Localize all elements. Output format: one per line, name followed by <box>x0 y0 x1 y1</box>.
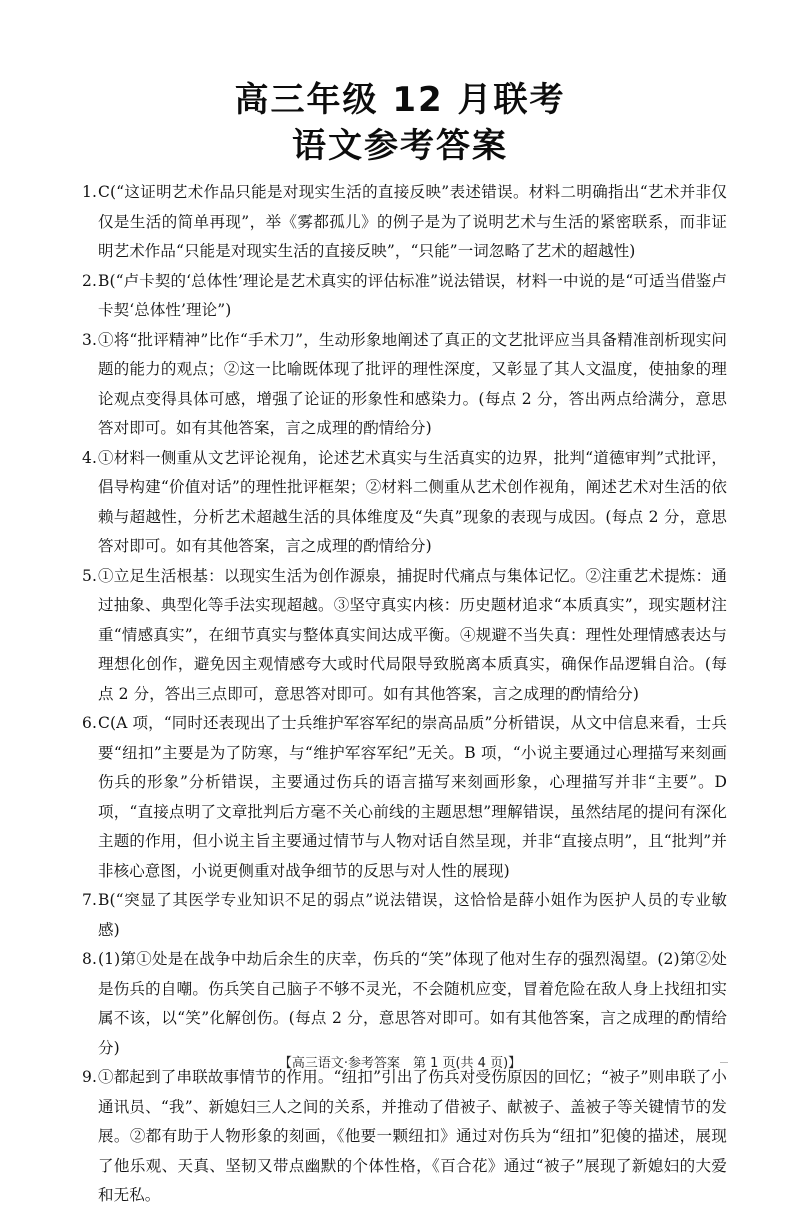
answer-item <box>82 1063 727 1211</box>
answer-number: 5. <box>82 566 97 585</box>
answer-number: 2. <box>82 271 97 290</box>
answer-item <box>82 945 727 1063</box>
exam-title: 高三年级 12 月联考 <box>234 80 566 120</box>
answer-text: ①立足生活根基：以现实生活为创作源泉，捕捉时代痛点与集体记忆。②注重艺术提炼：通过抽象、典型化等手法实现超越。③坚守真实内核：历史题材追求“本质真实”，现实题材注重“情感真实”，在细节真实与整体真实间达成平衡。④规避不当失真：理性处理情感表达与理想化创作，避免因主观情感夸大或时代局限导致脱离本质真实，确保作品逻辑自洽。(每点 2 分，答出三点即可，意思答对即可。如有其他答案，言之成理的酌情给分) <box>98 566 727 703</box>
answer-number: 4. <box>82 448 97 467</box>
answer-text: C(A 项，“同时还表现出了士兵维护军容军纪的崇高品质”分析错误，从文中信息来看，士兵要“纽扣”主要是为了防寒，与“维护军容军纪”无关。B 项，“小说主要通过心理描写来刻画伤兵的形象”分析错误，主要通过伤兵的语言描写来刻画形象，心理描写并非“主要”。D 项，“直接点明了文章批判后方毫不关心前线的主题思想”理解错误，虽然结尾的提问有深化主题的作用，但小说主旨主要通过情节与人物对话自然呈现，并非“直接点明”，且“批判”并非核心意图，小说更侧重对战争细节的反思与对人性的展现) <box>98 714 727 880</box>
answer-text: ①材料一侧重从文艺评论视角，论述艺术真实与生活真实的边界，批判“道德审判”式批评，倡导构建“价值对话”的理性批评框架；②材料二侧重从艺术创作视角，阐述艺术对生活的依赖与超越性，分析艺术超越生活的具体维度及“失真”现象的表现与成因。(每点 2 分，意思答对即可。如有其他答案，言之成理的酌情给分) <box>98 448 727 555</box>
answer-number: 9. <box>82 1068 97 1086</box>
page-footer: 【高三语文·参考答案 第 1 页(共 4 页)】 <box>278 1056 522 1071</box>
answer-number: 3. <box>82 330 97 349</box>
answer-item <box>82 444 727 562</box>
answer-text: C(“这证明艺术作品只能是对现实生活的直接反映”表述错误。材料二明确指出“艺术并非仅仅是生活的简单再现”，举《雾都孤儿》的例子是为了说明艺术与生活的紧密联系，而非证明艺术作品“只能是对现实生活的直接反映”，“只能”一词忽略了艺术的超越性) <box>98 183 727 260</box>
answer-text: B(“卢卡契的‘总体性’理论是艺术真实的评估标准”说法错误，材料一中说的是“可适当借鉴卢卡契‘总体性’理论”) <box>98 271 727 319</box>
answer-number: 6. <box>82 714 97 732</box>
answer-number: 8. <box>82 950 97 968</box>
document-title: 语文参考答案 <box>292 126 508 166</box>
answer-item <box>82 886 727 945</box>
answer-number: 1. <box>82 183 97 201</box>
answer-item <box>82 178 727 267</box>
scan-mark <box>720 1062 728 1063</box>
answer-number: 7. <box>82 891 97 909</box>
answer-item <box>82 709 727 886</box>
answer-text: ①都起到了串联故事情节的作用。“纽扣”引出了伤兵对受伤原因的回忆；“被子”则串联了小通讯员、“我”、新媳妇三人之间的关系，并推动了借被子、献被子、盖被子等关键情节的发展。②都有助于人物形象的刻画，《他要一颗纽扣》通过对伤兵为“纽扣”犯傻的描述，展现了他乐观、天真、坚韧又带点幽默的个体性格，《百合花》通过“被子”展现了新媳妇的大爱和无私。 <box>98 1068 727 1204</box>
answer-item <box>82 326 727 444</box>
answer-text: B(“突显了其医学专业知识不足的弱点”说法错误，这恰恰是薛小姐作为医护人员的专业敏感) <box>98 891 727 939</box>
answer-text: (1)第①处是在战争中劫后余生的庆幸，伤兵的“笑”体现了他对生存的强烈渴望。(2)第②处是伤兵的自嘲。伤兵笑自己脑子不够不灵光，不会随机应变，冒着危险在敌人身上找纽扣实属不该，以“笑”化解创伤。(每点 2 分，意思答对即可。如有其他答案，言之成理的酌情给分) <box>98 950 727 1057</box>
answer-item <box>82 562 727 710</box>
answer-item <box>82 267 727 326</box>
answer-text: ①将“批评精神”比作“手术刀”，生动形象地阐述了真正的文艺批评应当具备精准剖析现实问题的能力的观点；②这一比喻既体现了批评的理性深度，又彰显了其人文温度，使抽象的理论观点变得具体可感，增强了论证的形象性和感染力。(每点 2 分，答出两点给满分，意思答对即可。如有其他答案，言之成理的酌情给分) <box>98 330 727 437</box>
